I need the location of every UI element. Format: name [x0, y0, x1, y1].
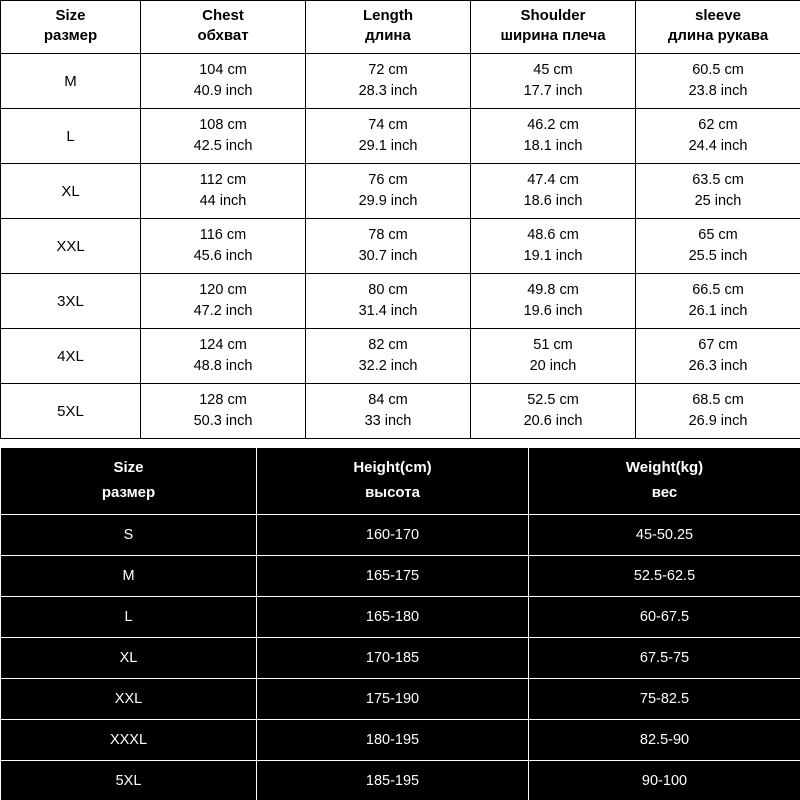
cell-length-cm: 80 cm — [368, 282, 408, 298]
cell-size: M — [1, 54, 141, 109]
cell-shoulder — [471, 164, 636, 219]
cell-chest-cm: 128 cm — [199, 392, 247, 408]
cell-size: XXL — [1, 679, 257, 720]
table-row — [1, 597, 800, 638]
cell-height: 160-170 — [257, 515, 529, 556]
cell-chest-cm: 120 cm — [199, 282, 247, 298]
column-header-height — [257, 448, 529, 515]
cell-chest-inch: 50.3 inch — [193, 413, 253, 429]
cell-size: 5XL — [1, 384, 141, 439]
table-row — [1, 515, 800, 556]
cell-weight: 60-67.5 — [529, 597, 800, 638]
table-header-row — [1, 448, 800, 515]
cell-length-cm: 74 cm — [368, 117, 408, 133]
cell-chest — [141, 164, 306, 219]
cell-sleeve — [636, 274, 800, 329]
column-header-chest-ru: обхват — [197, 27, 249, 44]
cell-length-inch: 29.1 inch — [358, 138, 418, 154]
cell-chest — [141, 54, 306, 109]
cell-height: 185-195 — [257, 761, 529, 800]
table-row — [1, 638, 800, 679]
cell-shoulder-inch: 18.1 inch — [523, 138, 583, 154]
cell-sleeve-cm: 60.5 cm — [692, 62, 744, 78]
table-row — [1, 329, 800, 384]
cell-shoulder — [471, 329, 636, 384]
cell-chest-cm: 124 cm — [199, 337, 247, 353]
column-header-shoulder — [471, 1, 636, 54]
cell-shoulder-inch: 20 inch — [529, 358, 577, 374]
cell-weight: 45-50.25 — [529, 515, 800, 556]
cell-length-cm: 84 cm — [368, 392, 408, 408]
column-header-weight-ru: вес — [651, 484, 678, 501]
cell-shoulder-inch: 19.1 inch — [523, 248, 583, 264]
cell-size: S — [1, 515, 257, 556]
cell-sleeve — [636, 329, 800, 384]
cell-size: XXL — [1, 219, 141, 274]
height-weight-table — [0, 447, 800, 800]
cell-shoulder — [471, 109, 636, 164]
cell-sleeve-cm: 63.5 cm — [692, 172, 744, 188]
column-header-height-en: Height(cm) — [353, 459, 432, 476]
cell-height: 165-180 — [257, 597, 529, 638]
column-header-size-en: Size — [55, 7, 86, 24]
cell-sleeve-inch: 25.5 inch — [688, 248, 748, 264]
cell-size: M — [1, 556, 257, 597]
cell-sleeve — [636, 109, 800, 164]
column-header-size — [1, 448, 257, 515]
cell-height: 175-190 — [257, 679, 529, 720]
cell-chest-cm: 108 cm — [199, 117, 247, 133]
table-row — [1, 384, 800, 439]
cell-chest-cm: 112 cm — [199, 172, 247, 188]
cell-shoulder-inch: 19.6 inch — [523, 303, 583, 319]
column-header-size — [1, 1, 141, 54]
cell-length-cm: 76 cm — [368, 172, 408, 188]
table-header-row — [1, 1, 800, 54]
column-header-length — [306, 1, 471, 54]
cell-chest-cm: 116 cm — [199, 227, 247, 243]
column-header-size-ru: размер — [43, 27, 98, 44]
cell-shoulder — [471, 219, 636, 274]
cell-sleeve — [636, 219, 800, 274]
column-header-size-en: Size — [113, 459, 144, 476]
cell-shoulder-cm: 51 cm — [533, 337, 573, 353]
cell-length-cm: 82 cm — [368, 337, 408, 353]
cell-sleeve-cm: 66.5 cm — [692, 282, 744, 298]
column-header-length-ru: длина — [365, 27, 411, 44]
cell-sleeve-inch: 23.8 inch — [688, 83, 748, 99]
cell-size: L — [1, 597, 257, 638]
cell-length — [306, 109, 471, 164]
cell-shoulder — [471, 274, 636, 329]
column-header-chest — [141, 1, 306, 54]
fit-table-wrapper — [0, 447, 800, 800]
cell-sleeve — [636, 54, 800, 109]
cell-shoulder-inch: 20.6 inch — [523, 413, 583, 429]
cell-sleeve-cm: 68.5 cm — [692, 392, 744, 408]
cell-size: 4XL — [1, 329, 141, 384]
column-header-size-ru: размер — [101, 484, 156, 501]
cell-sleeve-inch: 26.3 inch — [688, 358, 748, 374]
cell-length — [306, 384, 471, 439]
cell-height: 180-195 — [257, 720, 529, 761]
cell-length-inch: 33 inch — [364, 413, 412, 429]
cell-sleeve — [636, 164, 800, 219]
column-header-sleeve-en: sleeve — [695, 7, 741, 24]
cell-length — [306, 54, 471, 109]
column-header-chest-en: Chest — [202, 7, 244, 24]
cell-chest-inch: 48.8 inch — [193, 358, 253, 374]
table-row — [1, 219, 800, 274]
cell-chest — [141, 274, 306, 329]
cell-chest-inch: 45.6 inch — [193, 248, 253, 264]
table-row — [1, 679, 800, 720]
cell-sleeve-inch: 26.9 inch — [688, 413, 748, 429]
column-header-sleeve-ru: длина рукава — [667, 27, 769, 44]
cell-length-inch: 31.4 inch — [358, 303, 418, 319]
table-row — [1, 109, 800, 164]
cell-length — [306, 219, 471, 274]
table-row — [1, 556, 800, 597]
cell-size: XL — [1, 164, 141, 219]
cell-length-cm: 72 cm — [368, 62, 408, 78]
table-row — [1, 761, 800, 800]
cell-chest — [141, 329, 306, 384]
cell-sleeve-inch: 25 inch — [694, 193, 742, 209]
cell-chest-inch: 40.9 inch — [193, 83, 253, 99]
column-header-length-en: Length — [363, 7, 413, 24]
cell-sleeve-inch: 26.1 inch — [688, 303, 748, 319]
cell-size: L — [1, 109, 141, 164]
cell-length — [306, 164, 471, 219]
cell-shoulder-cm: 52.5 cm — [527, 392, 579, 408]
cell-chest-inch: 47.2 inch — [193, 303, 253, 319]
cell-chest — [141, 109, 306, 164]
cell-size: 3XL — [1, 274, 141, 329]
table-row — [1, 720, 800, 761]
cell-size: 5XL — [1, 761, 257, 800]
cell-sleeve-cm: 65 cm — [698, 227, 738, 243]
cell-chest — [141, 219, 306, 274]
cell-weight: 82.5-90 — [529, 720, 800, 761]
column-header-shoulder-en: Shoulder — [520, 7, 586, 24]
cell-chest-inch: 44 inch — [199, 193, 247, 209]
cell-shoulder-cm: 45 cm — [533, 62, 573, 78]
cell-weight: 52.5-62.5 — [529, 556, 800, 597]
cell-weight: 67.5-75 — [529, 638, 800, 679]
cell-shoulder-inch: 18.6 inch — [523, 193, 583, 209]
cell-length — [306, 329, 471, 384]
cell-chest-inch: 42.5 inch — [193, 138, 253, 154]
column-header-shoulder-ru: ширина плеча — [500, 27, 606, 44]
column-header-weight-en: Weight(kg) — [625, 459, 704, 476]
cell-size: XL — [1, 638, 257, 679]
cell-chest — [141, 384, 306, 439]
cell-shoulder-cm: 48.6 cm — [527, 227, 579, 243]
table-row — [1, 164, 800, 219]
cell-weight: 90-100 — [529, 761, 800, 800]
column-header-sleeve — [636, 1, 800, 54]
cell-chest-cm: 104 cm — [199, 62, 247, 78]
cell-sleeve-cm: 67 cm — [698, 337, 738, 353]
cell-shoulder-cm: 46.2 cm — [527, 117, 579, 133]
column-header-weight — [529, 448, 800, 515]
cell-length-inch: 32.2 inch — [358, 358, 418, 374]
cell-weight: 75-82.5 — [529, 679, 800, 720]
table-row — [1, 274, 800, 329]
cell-length — [306, 274, 471, 329]
cell-shoulder-cm: 49.8 cm — [527, 282, 579, 298]
cell-sleeve-cm: 62 cm — [698, 117, 738, 133]
cell-shoulder-cm: 47.4 cm — [527, 172, 579, 188]
cell-sleeve-inch: 24.4 inch — [688, 138, 748, 154]
cell-shoulder — [471, 54, 636, 109]
table-row — [1, 54, 800, 109]
cell-length-inch: 28.3 inch — [358, 83, 418, 99]
cell-height: 170-185 — [257, 638, 529, 679]
cell-length-inch: 30.7 inch — [358, 248, 418, 264]
cell-shoulder-inch: 17.7 inch — [523, 83, 583, 99]
cell-height: 165-175 — [257, 556, 529, 597]
cell-length-inch: 29.9 inch — [358, 193, 418, 209]
cell-size: XXXL — [1, 720, 257, 761]
cell-shoulder — [471, 384, 636, 439]
column-header-height-ru: высота — [365, 484, 420, 501]
cell-sleeve — [636, 384, 800, 439]
cell-length-cm: 78 cm — [368, 227, 408, 243]
